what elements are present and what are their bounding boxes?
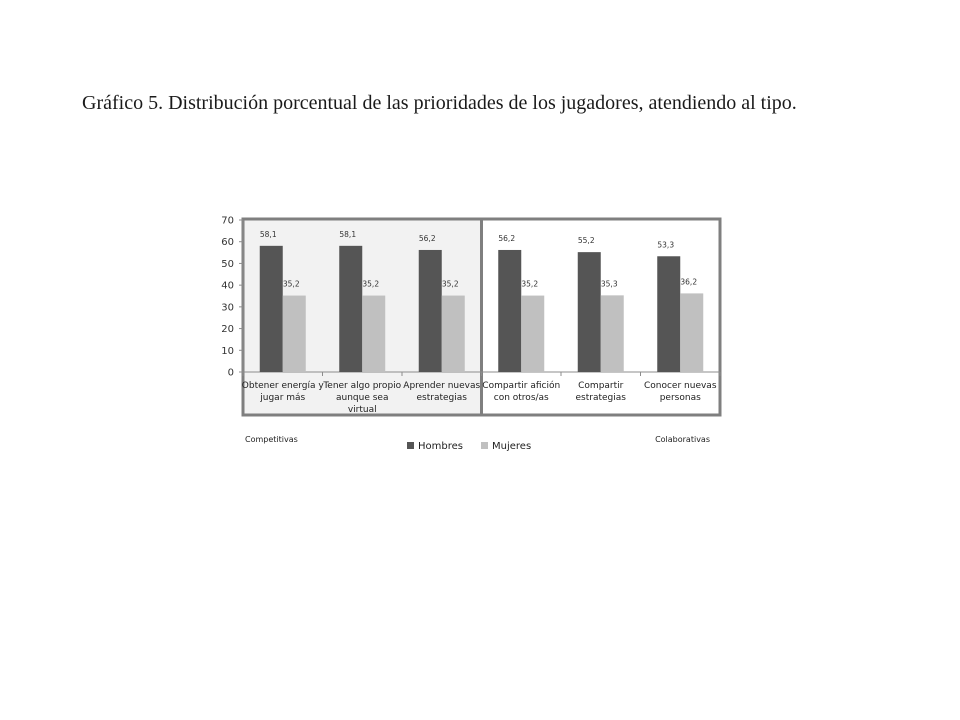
y-tick-label: 70 [221, 215, 234, 227]
data-label-mujeres: 35,2 [441, 279, 459, 289]
bar-mujeres [362, 296, 385, 372]
data-label-hombres: 55,2 [577, 236, 595, 246]
bar-hombres [419, 250, 442, 372]
bar-mujeres [601, 295, 624, 372]
x-category-label: con otros/as [493, 393, 549, 403]
y-tick-label: 10 [221, 345, 234, 357]
data-label-mujeres: 36,2 [680, 277, 698, 287]
y-tick-label: 50 [221, 258, 234, 270]
bar-hombres [578, 252, 601, 372]
figure-caption: Gráfico 5. Distribución porcentual de las prioridades de los jugadores, atendiendo al tipo. [82, 92, 797, 114]
x-category-label: Compartir [578, 381, 624, 391]
bar-hombres [260, 246, 283, 372]
x-category-label: Aprender nuevas [403, 381, 481, 391]
x-category-label: estrategias [575, 393, 626, 403]
x-category-label: Compartir afición [482, 381, 561, 391]
bar-mujeres [442, 296, 465, 372]
x-category-label: jugar más [260, 393, 306, 403]
data-label-hombres: 53,3 [657, 240, 675, 250]
bar-mujeres [680, 293, 703, 372]
data-label-mujeres: 35,2 [282, 279, 300, 289]
bar-mujeres [283, 296, 306, 372]
legend-swatch-mujeres [481, 442, 488, 449]
legend-label-hombres: Hombres [418, 441, 463, 452]
legend-label-mujeres: Mujeres [492, 441, 532, 452]
legend-swatch-hombres [407, 442, 414, 449]
bar-hombres [498, 250, 521, 372]
y-tick-label: 0 [227, 367, 234, 379]
y-tick-label: 20 [221, 324, 234, 336]
data-label-hombres: 56,2 [498, 233, 516, 243]
group-label-competitivas: Competitivas [245, 435, 298, 444]
data-label-hombres: 58,1 [339, 229, 357, 239]
y-tick-label: 40 [221, 280, 234, 292]
x-category-label: Tener algo propio [323, 381, 402, 391]
x-category-label: virtual [347, 405, 377, 415]
data-label-mujeres: 35,2 [362, 279, 380, 289]
x-category-label: personas [659, 393, 701, 403]
x-category-label: Obtener energía y [241, 381, 324, 391]
bar-hombres [339, 246, 362, 372]
x-category-label: estrategias [416, 393, 467, 403]
bar-hombres [657, 256, 680, 372]
x-category-label: aunque sea [336, 393, 389, 403]
x-category-label: Conocer nuevas [643, 381, 717, 391]
y-tick-label: 60 [221, 237, 234, 249]
bar-mujeres [521, 296, 544, 372]
data-label-mujeres: 35,2 [521, 279, 539, 289]
group-label-colaborativas: Colaborativas [655, 435, 710, 444]
data-label-mujeres: 35,3 [600, 279, 618, 289]
data-label-hombres: 56,2 [418, 233, 436, 243]
y-tick-label: 30 [221, 302, 234, 314]
data-label-hombres: 58,1 [259, 229, 277, 239]
